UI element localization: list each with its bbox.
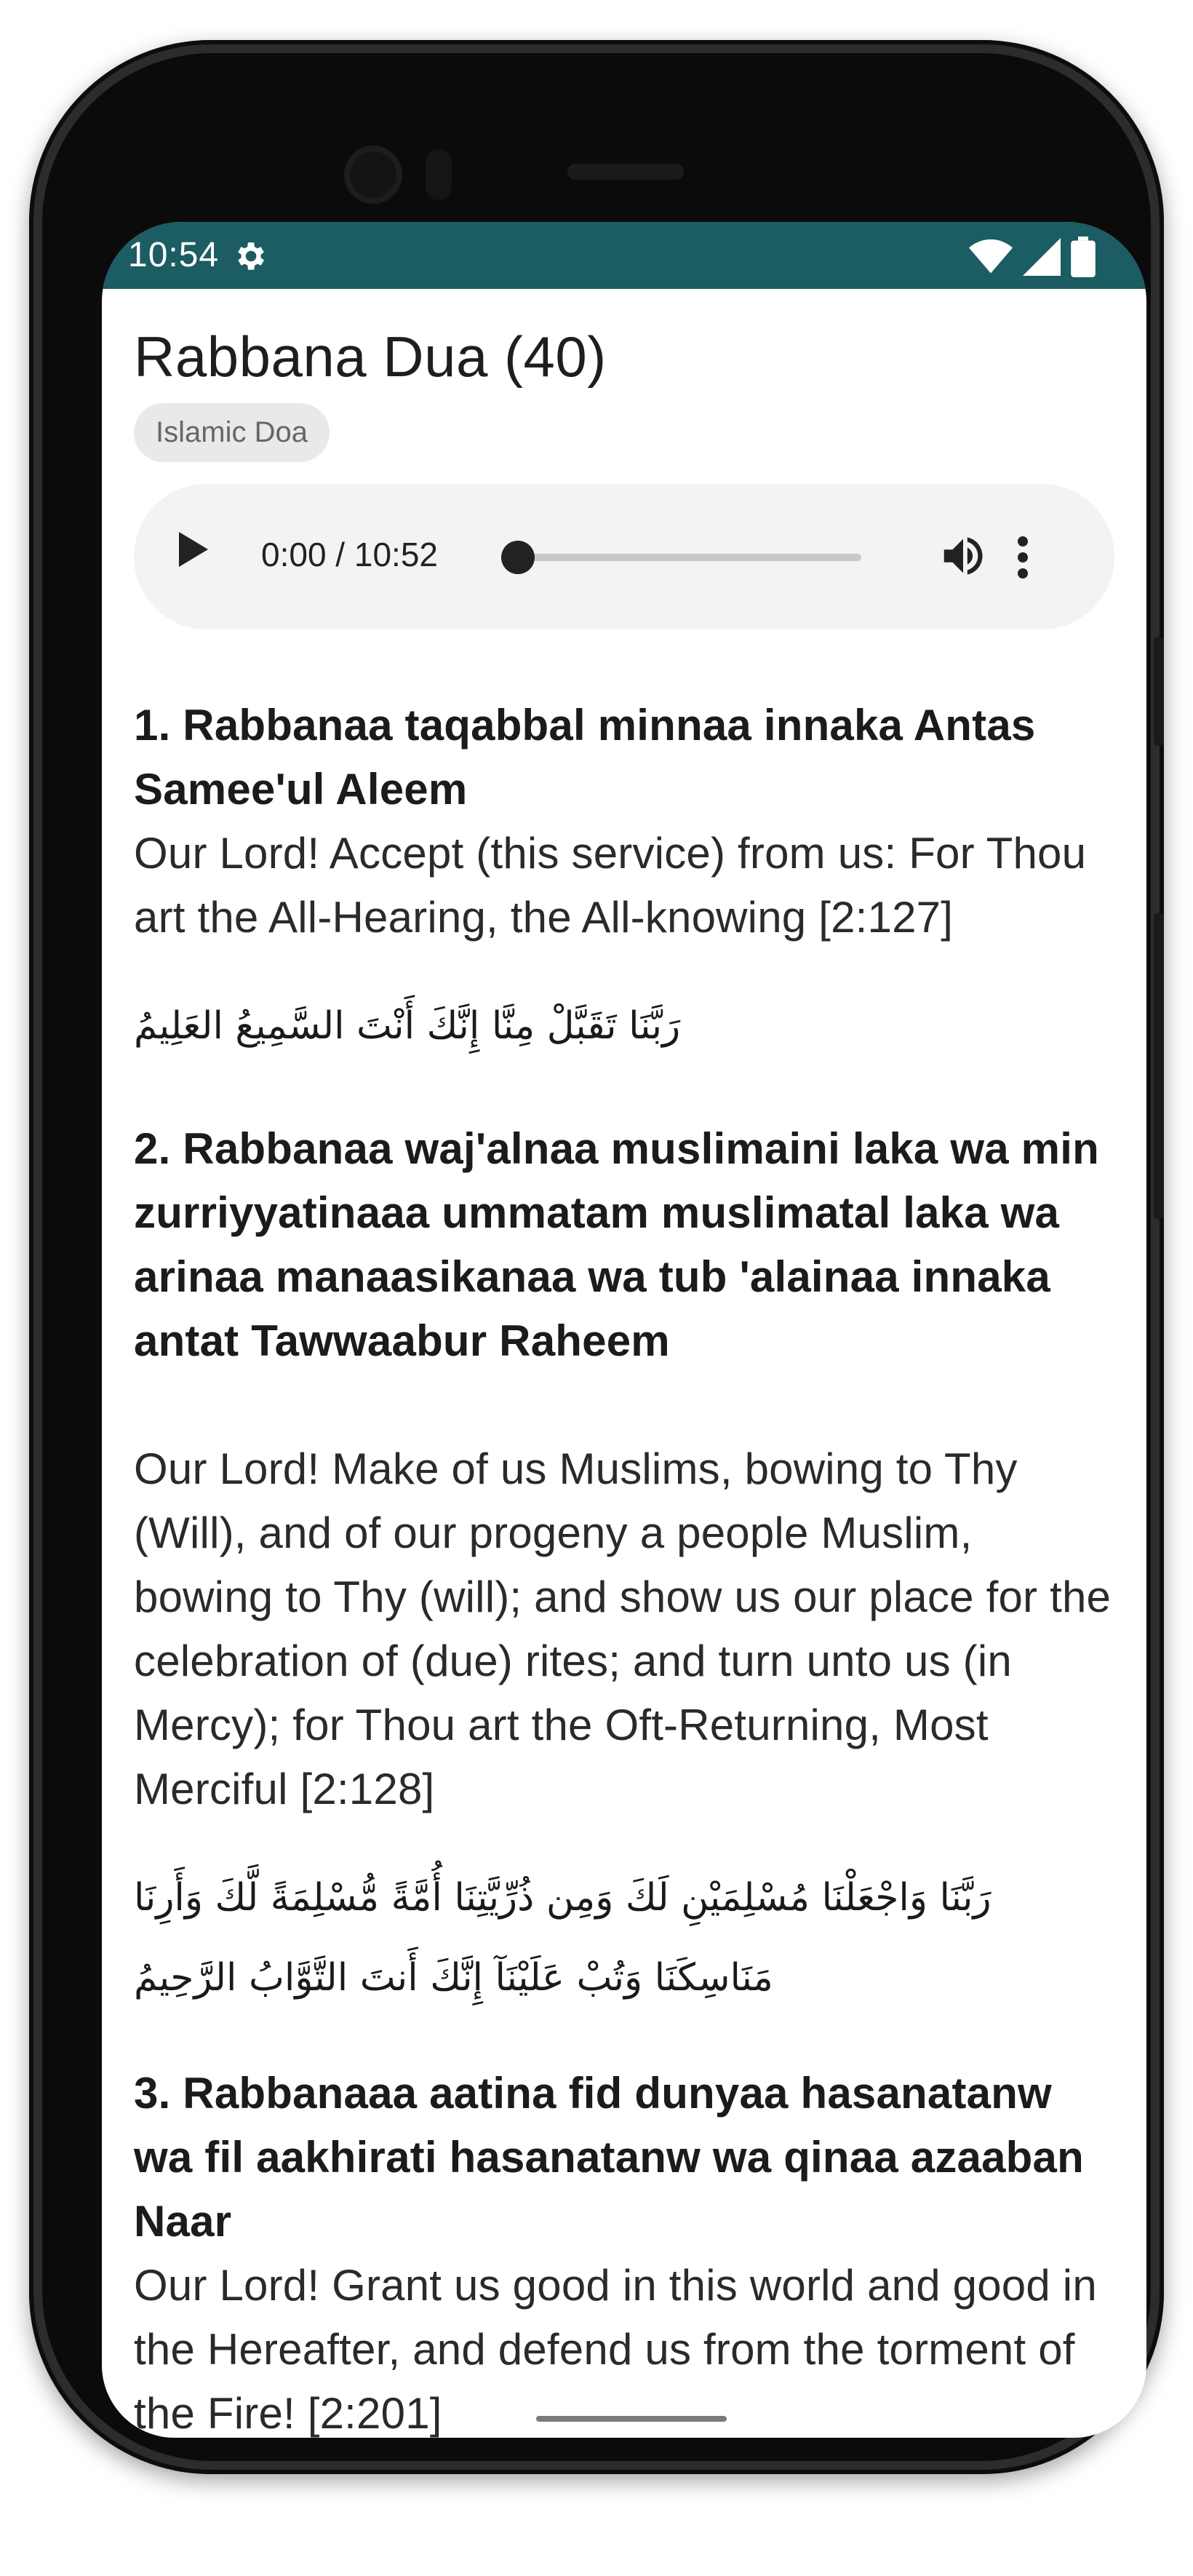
dua-item	[134, 1117, 1114, 2018]
audio-time: 0:00 / 10:52	[261, 536, 438, 573]
earpiece	[567, 164, 684, 180]
page-title: Rabbana Dua (40)	[134, 325, 607, 389]
dua-translation: Our Lord! Make of us Muslims, bowing to Thy (Will), and of our progeny a people Muslim, bowing to Thy (will); and show us our place for the celebration of (due) rites; and turn unto us (in Mercy); for Thou art the Oft-Returning, Most Merciful [2:128]	[134, 1444, 1112, 1813]
dua-arabic: رَبَّنَا تَقَبَّلْ مِنَّا إِنَّكَ أَنْتَ السَّمِيعُ العَلِيمُ	[134, 1004, 681, 1048]
dua-translation: Our Lord! Accept (this service) from us: For Thou art the All-Hearing, the All-knowing [2:127]	[134, 829, 1087, 942]
dua-title: 2. Rabbanaa waj'alnaa muslimaini laka wa min zurriyyatinaaa ummatam muslimatal laka wa arinaa manaasikanaa wa tub 'alainaa innaka antat Tawwaabur Raheem	[134, 1124, 1099, 1365]
side-button-upper	[1154, 637, 1164, 746]
dua-arabic: رَبَّنَا وَاجْعَلْنَا مُسْلِمَيْنِ لَكَ وَمِن ذُرِّيَّتِنَا أُمَّةً مُّسْلِمَةً لَّكَ وَأَرِنَا مَنَاسِكَنَا وَتُبْ عَلَيْنَآ إِنَّكَ أَنتَ التَّوَّابُ الرَّحِيمُ	[134, 1876, 991, 2000]
dua-item	[134, 2062, 1114, 2438]
content	[134, 289, 1114, 2438]
dua-item	[134, 693, 1114, 1066]
gear-icon	[231, 238, 268, 274]
side-button-volume	[1154, 913, 1164, 1219]
category-chip[interactable]: Islamic Doa	[134, 403, 330, 462]
wifi-icon	[969, 239, 1013, 275]
home-gesture-bar[interactable]	[536, 2416, 727, 2422]
status-time: 10:54	[128, 236, 220, 274]
screen	[102, 222, 1146, 2438]
audio-player	[134, 484, 1114, 629]
camera-sensor	[426, 149, 452, 200]
more-vert-icon[interactable]	[1014, 532, 1032, 583]
front-camera	[344, 146, 402, 204]
audio-progress-track[interactable]	[512, 554, 861, 561]
play-icon[interactable]	[179, 532, 208, 567]
volume-icon[interactable]	[938, 530, 989, 581]
phone-frame	[29, 40, 1164, 2474]
dua-title: 1. Rabbanaa taqabbal minnaa innaka Antas Samee'ul Aleem	[134, 701, 1036, 814]
audio-progress-thumb[interactable]	[501, 541, 535, 574]
dua-title: 3. Rabbanaaa aatina fid dunyaa hasanatanw wa fil aakhirati hasanatanw wa qinaa azaaban Naar	[134, 2069, 1084, 2246]
dua-translation: Our Lord! Grant us good in this world and good in the Hereafter, and defend us from the torment of the Fire! [2:201]	[134, 2261, 1097, 2438]
status-bar	[102, 222, 1146, 289]
signal-icon	[1023, 238, 1061, 276]
system-icons	[969, 236, 1096, 277]
battery-icon	[1071, 236, 1096, 277]
